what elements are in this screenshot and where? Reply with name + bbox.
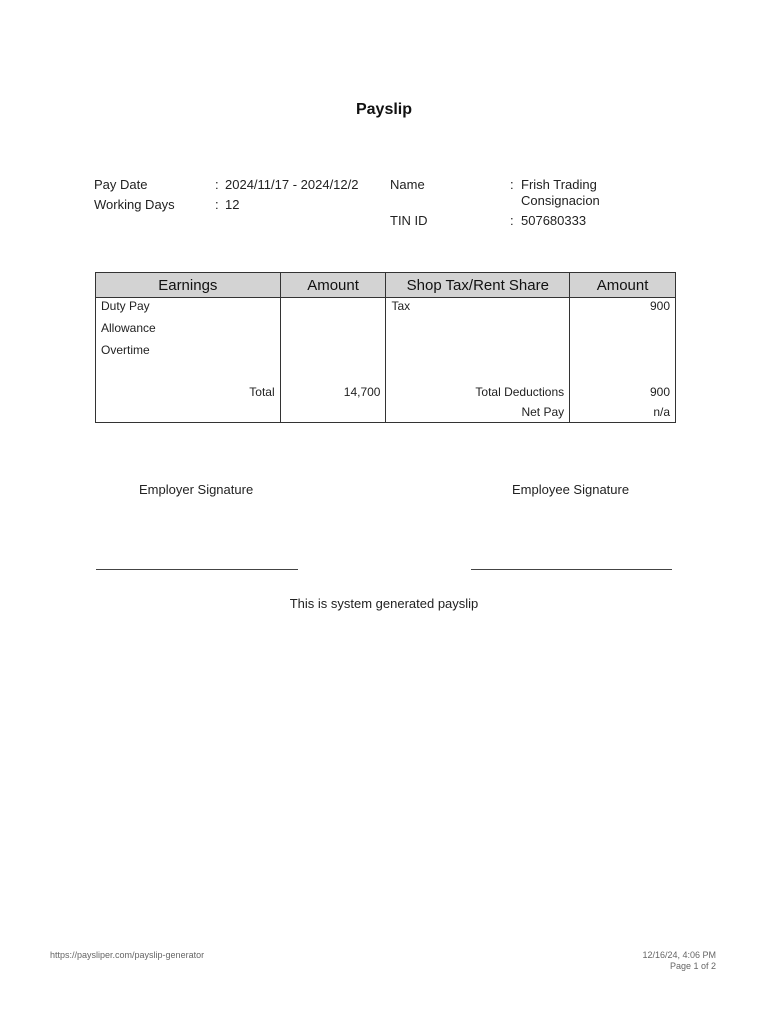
working-days-value: 12 [225, 197, 240, 212]
deduction-amount: 900 [649, 299, 670, 313]
empty-cell [280, 402, 386, 423]
net-pay-value: n/a [570, 402, 676, 423]
header-amount: Amount [570, 273, 676, 298]
pay-date-value: 2024/11/17 - 2024/12/2 [225, 177, 359, 192]
footer-timestamp: 12/16/24, 4:06 PM [642, 950, 716, 960]
working-days-row [94, 195, 359, 215]
system-generated-note: This is system generated payslip [289, 596, 479, 611]
separator: : [510, 213, 514, 228]
page-title: Payslip [355, 101, 413, 118]
header-shop-tax: Shop Tax/Rent Share [386, 273, 570, 298]
total-value: 14,700 [280, 382, 386, 402]
payslip-table [95, 272, 676, 423]
earnings-list [96, 298, 281, 382]
employer-signature-label: Employer Signature [139, 482, 254, 497]
deduction-item: Tax [391, 299, 411, 313]
earning-item: Duty Pay [101, 299, 150, 313]
footer-url: https://paysliper.com/payslip-generator [50, 950, 205, 960]
total-deductions-label: Total Deductions [386, 382, 570, 402]
table-row [96, 382, 676, 402]
deductions-amount-list [570, 298, 676, 382]
table-row [96, 402, 676, 423]
footer-stamp [642, 950, 716, 972]
table-header-row [96, 273, 676, 298]
separator: : [215, 177, 219, 192]
tin-value: 507680333 [521, 213, 587, 228]
table-row [96, 298, 676, 382]
empty-cell [96, 402, 281, 423]
earnings-amount-cell [280, 298, 386, 382]
total-deductions-value: 900 [570, 382, 676, 402]
working-days-label: Working Days [94, 197, 175, 212]
name-value: Frish Trading Consignacion [521, 177, 600, 208]
tin-label: TIN ID [390, 213, 428, 228]
earning-item: Overtime [101, 343, 150, 357]
header-earnings: Earnings [96, 273, 281, 298]
name-row [390, 175, 631, 209]
employer-signature-line [96, 569, 298, 570]
employee-info [390, 175, 631, 231]
pay-info [94, 175, 359, 215]
total-label: Total [96, 382, 281, 402]
earning-item: Allowance [101, 321, 156, 335]
footer-page-number: Page 1 of 2 [669, 961, 716, 971]
separator: : [215, 197, 219, 212]
pay-date-row [94, 175, 359, 195]
tin-row [390, 211, 631, 231]
name-label: Name [390, 177, 425, 192]
separator: : [510, 177, 514, 192]
employee-signature-label: Employee Signature [512, 482, 630, 497]
header-amount: Amount [280, 273, 386, 298]
deductions-list [386, 298, 570, 382]
pay-date-label: Pay Date [94, 177, 148, 192]
net-pay-label: Net Pay [386, 402, 570, 423]
employee-signature-line [471, 569, 672, 570]
